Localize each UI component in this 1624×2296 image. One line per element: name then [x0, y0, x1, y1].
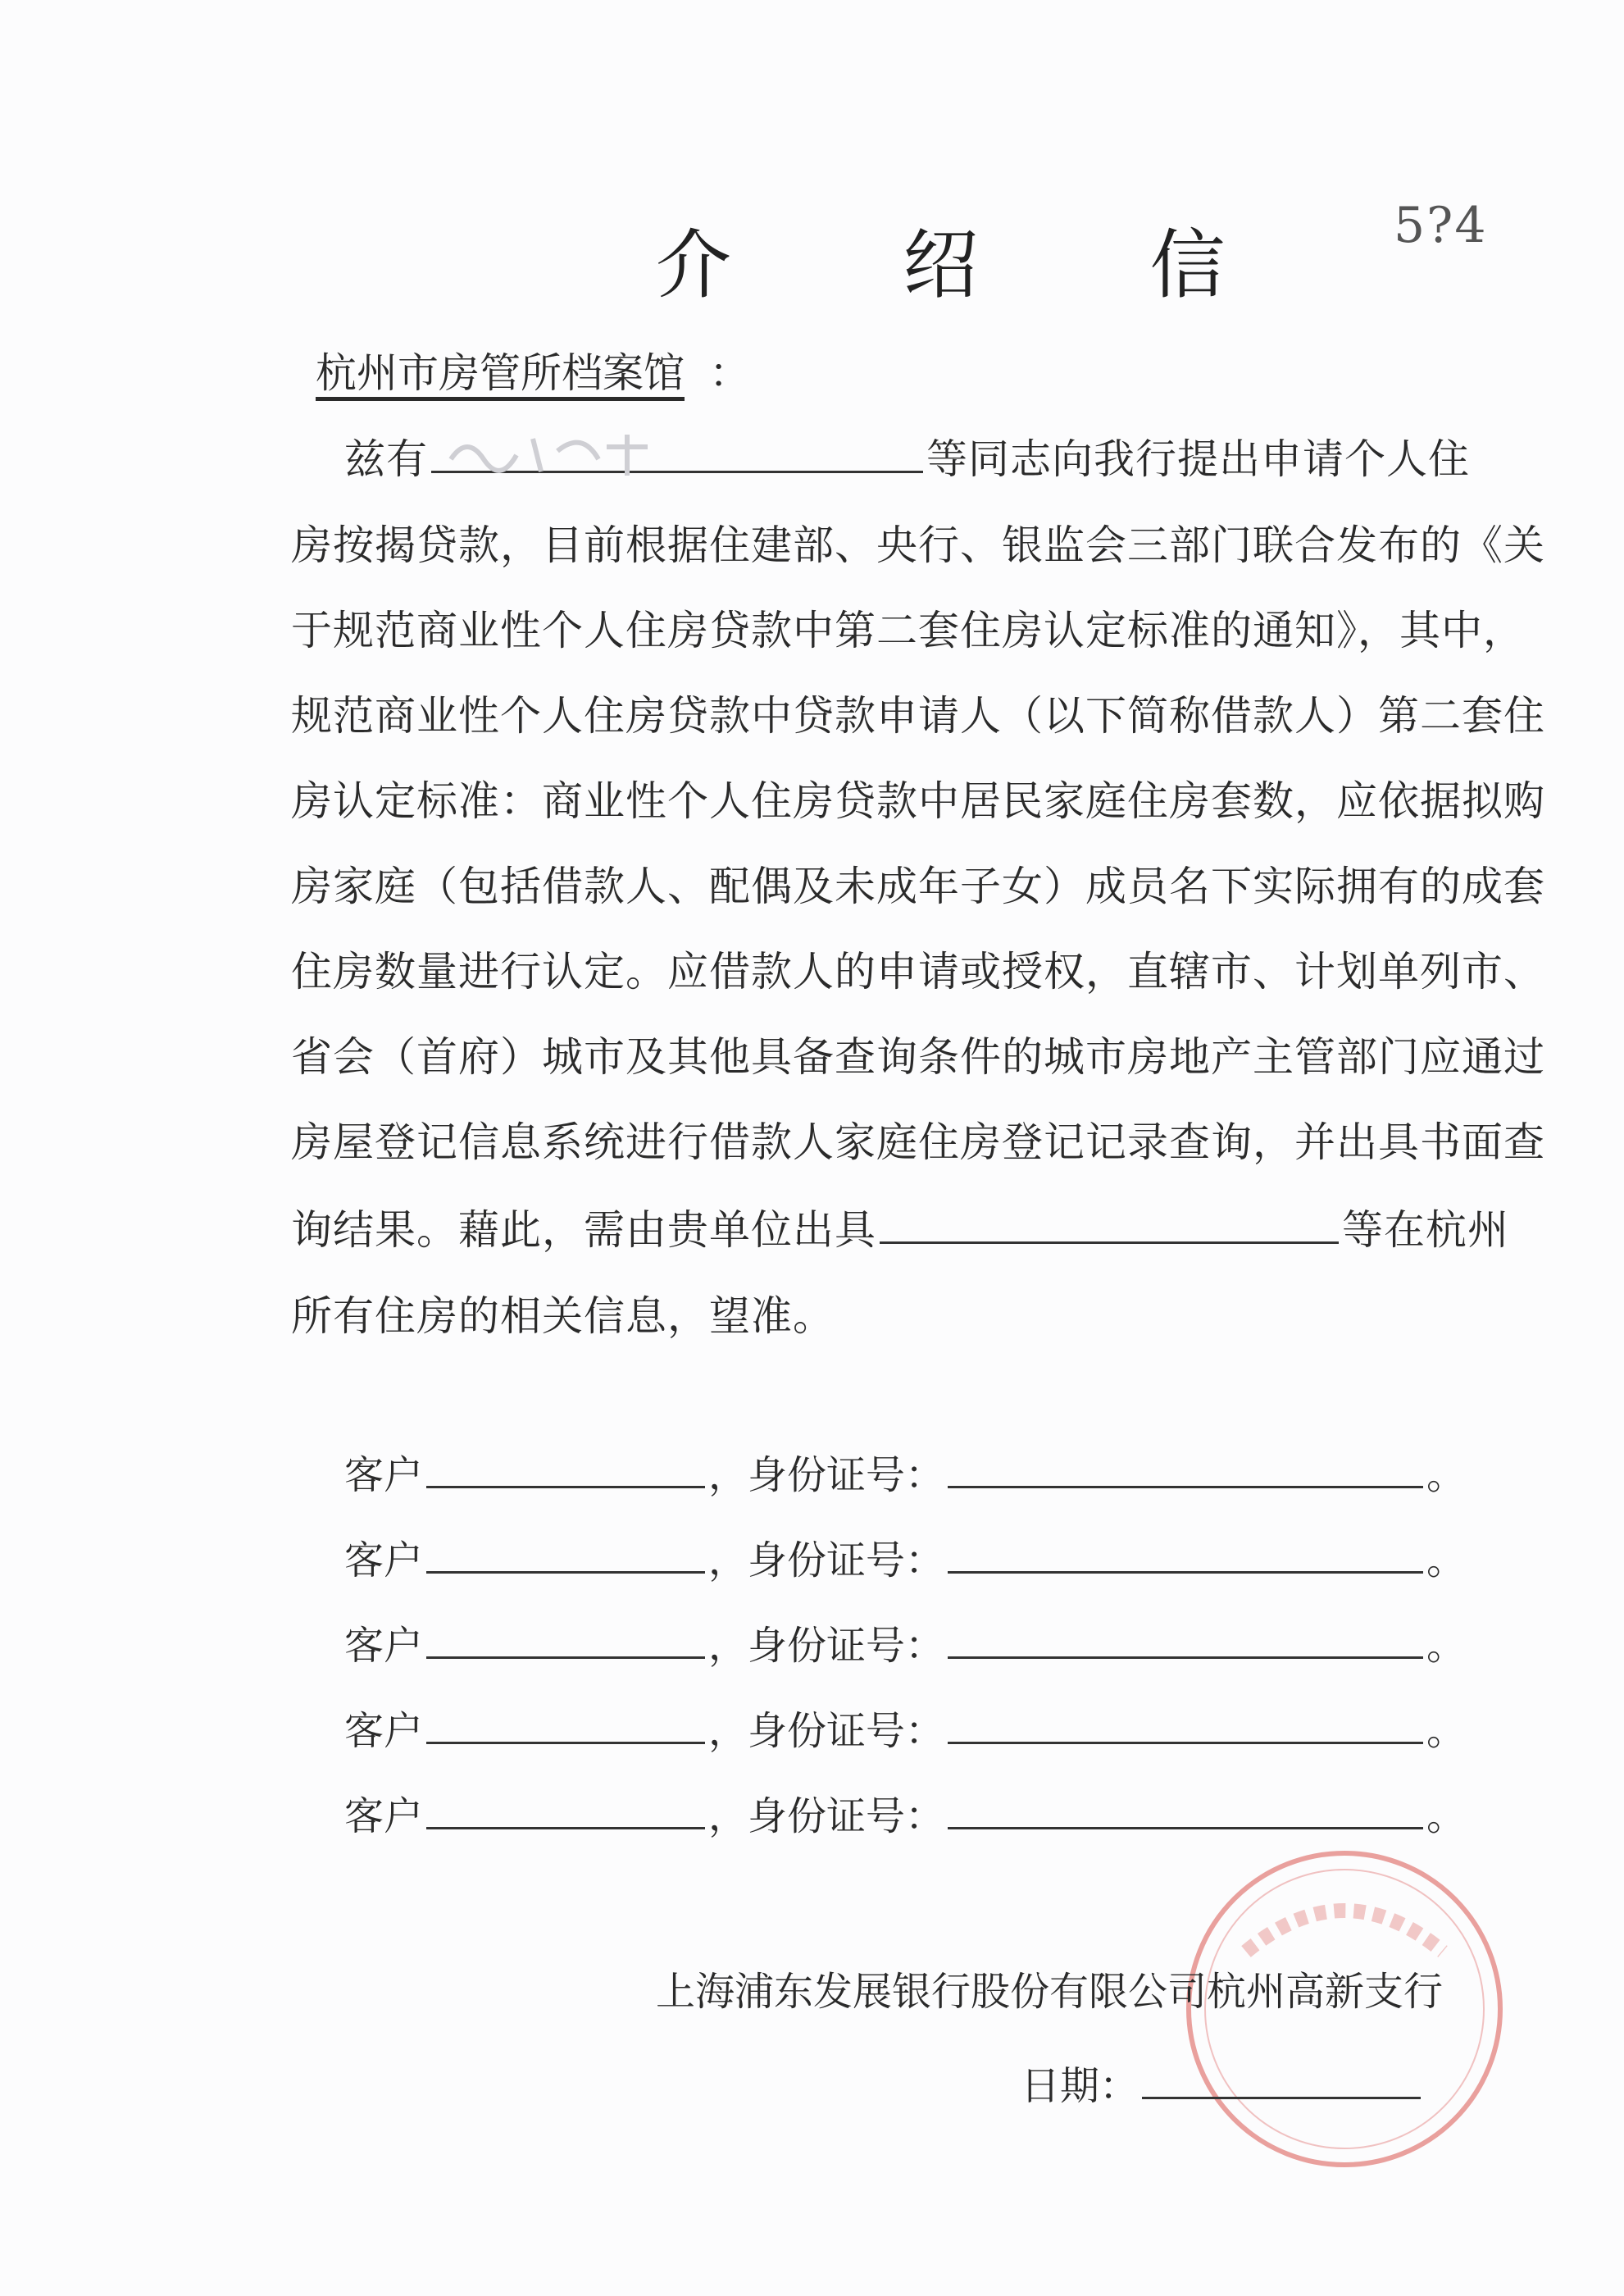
- customer-row: [344, 1614, 1466, 1670]
- id-number-label: ，身份证号：: [708, 1793, 945, 1839]
- id-number-blank: [948, 1453, 1423, 1488]
- paragraph-line-9: 房屋登记信息系统进行借款人家庭住房登记记录查询，并出具书面查: [291, 1118, 1545, 1166]
- line10-end-text: 等在杭州: [1342, 1206, 1509, 1254]
- paragraph-line-2: 房按揭贷款，目前根据住建部、央行、银监会三部门联合发布的《关: [291, 522, 1545, 569]
- line-end-mark: 。: [1426, 1538, 1467, 1583]
- id-number-label: ，身份证号：: [708, 1538, 945, 1583]
- paragraph-line-3: 于规范商业性个人住房贷款中第二套住房认定标准的通知》，其中，: [291, 607, 1525, 654]
- id-number-blank: [948, 1794, 1423, 1829]
- customer-row: [344, 1784, 1466, 1841]
- paragraph-line-6: 房家庭（包括借款人、配偶及未成年子女）成员名下实际拥有的成套: [291, 863, 1545, 910]
- customer-label: 客户: [344, 1623, 424, 1669]
- addressee-name: 杭州市房管所档案馆: [316, 349, 685, 397]
- addressee-colon: ：: [709, 349, 750, 397]
- id-number-blank: [948, 1709, 1423, 1744]
- id-number-blank: [948, 1538, 1423, 1574]
- paragraph-line-8: 省会（首府）城市及其他具备查询条件的城市房地产主管部门应通过: [291, 1033, 1545, 1081]
- paragraph-line-10: [291, 1197, 1509, 1256]
- paragraph-line-11: 所有住房的相关信息，望准。: [291, 1292, 835, 1340]
- date-blank: [1142, 2064, 1421, 2099]
- customer-label: 客户: [344, 1793, 424, 1839]
- para-after-blank-text: 等同志向我行提出申请个人住: [926, 435, 1470, 483]
- date-label: 日期：: [1021, 2063, 1140, 2109]
- para-start-text: 兹有: [344, 435, 428, 483]
- letter-title: 介 绍 信: [656, 221, 1299, 309]
- line-end-mark: 。: [1426, 1452, 1467, 1498]
- id-number-blank: [948, 1624, 1423, 1659]
- customer-name-blank: [426, 1794, 705, 1829]
- id-number-label: ，身份证号：: [708, 1708, 945, 1754]
- customer-name-blank: [426, 1453, 705, 1488]
- addressee: [291, 340, 750, 399]
- customer-row: [344, 1699, 1466, 1756]
- bank-signature: 上海浦东发展银行股份有限公司杭州高新支行: [656, 1969, 1444, 2015]
- paragraph-line-4: 规范商业性个人住房贷款中贷款申请人（以下简称借款人）第二套住: [291, 692, 1545, 740]
- id-number-label: ，身份证号：: [708, 1452, 945, 1498]
- customer-label: 客户: [344, 1708, 424, 1754]
- serial-number: 5?4: [1394, 197, 1488, 254]
- customer-label: 客户: [344, 1538, 424, 1583]
- line-end-mark: 。: [1426, 1793, 1467, 1839]
- paragraph-line-7: 住房数量进行认定。应借款人的申请或授权，直辖市、计划单列市、: [291, 948, 1545, 995]
- customer-row: [344, 1443, 1466, 1500]
- line10-start-text: 询结果。藉此，需由贵单位出具: [291, 1206, 876, 1254]
- date-line: [1021, 2054, 1424, 2111]
- line-end-mark: 。: [1426, 1708, 1467, 1754]
- handwritten-name-mark: [443, 426, 656, 484]
- paragraph-line-5: 房认定标准：商业性个人住房贷款中居民家庭住房套数，应依据拟购: [291, 777, 1545, 825]
- customer-name-blank: [426, 1538, 705, 1574]
- customer-label: 客户: [344, 1452, 424, 1498]
- property-holder-blank: [880, 1209, 1339, 1244]
- customer-row: [344, 1528, 1466, 1585]
- customer-name-blank: [426, 1709, 705, 1744]
- line-end-mark: 。: [1426, 1623, 1467, 1669]
- id-number-label: ，身份证号：: [708, 1623, 945, 1669]
- customer-name-blank: [426, 1624, 705, 1659]
